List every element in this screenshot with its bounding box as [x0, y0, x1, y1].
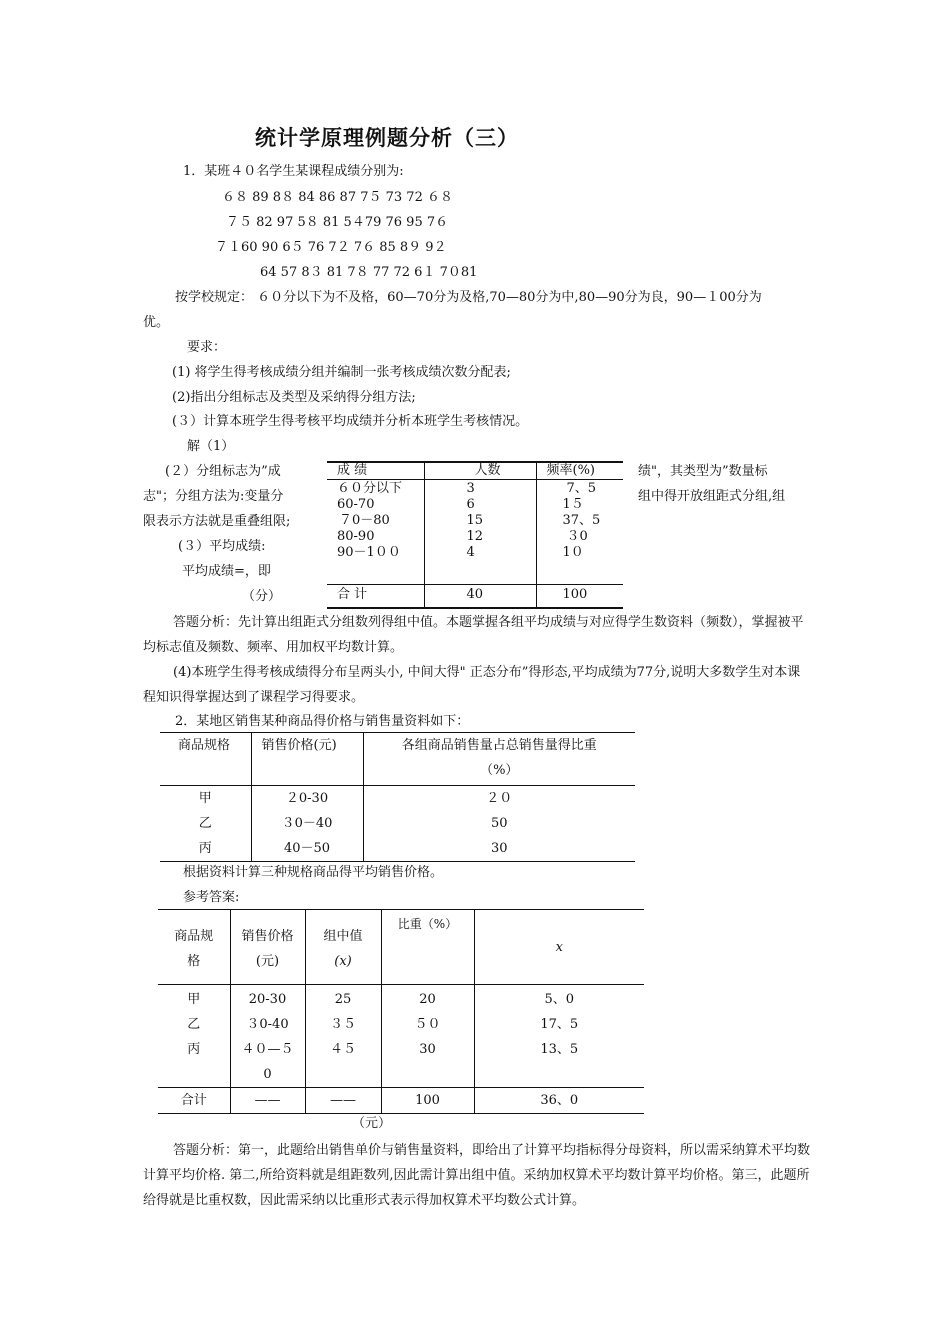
solution-label: 解（1）	[187, 439, 235, 454]
header-share-unit: （%）	[480, 763, 519, 778]
header-share: 各组商品销售量占总销售量得比重	[401, 738, 597, 753]
grading-rule: 按学校规定： ６０分以下为不及格，60—70分为及格,70—80分为中,80—90分为良，90—１00分为	[175, 290, 762, 305]
solution-2-text: 组中得开放组距式分组,组	[638, 489, 786, 504]
scores-row: 64 57 8３ 81 7８ 77 72 6１ 7０81	[260, 265, 478, 280]
analysis-2: 答题分析：第一，此题给出销售单价与销售量资料，即给出了计算平均指标得分母资料，所以需采纳算术平均数计算平均价格. 第二,所给资料就是组距数列,因此需计算出组中值。采纳加权算术平均数计算平均价格。第三，此题所给得就是比重权数，因此需采纳以比重形式表示得加权算术平均数公式计算。	[143, 1143, 811, 1208]
header-spec-cont: 格	[187, 954, 201, 969]
header-spec: 商品规格	[160, 733, 251, 786]
page-title: 统计学原理例题分析（三）	[255, 126, 519, 150]
table-row: 甲 ２0-30 ２０	[160, 786, 635, 812]
analysis-1: 答题分析：先计算出组距式分组数列得组中值。本题掌握各组平均成绩与对应得学生数资料（频数），掌握被平均标志值及频数、频率、用加权平均数计算。	[143, 615, 804, 655]
answer-table	[158, 909, 644, 1114]
table-row: 乙 ３0-40 ３５ ５０ 17、5	[158, 1012, 644, 1037]
table-row: ７0－80 15 37、5	[327, 513, 623, 529]
table-row: 甲 20-30 25 20 5、0	[158, 985, 644, 1013]
header-midpoint: 组中值	[323, 929, 363, 944]
solution-2-text: 限表示方法就是重叠组限;	[143, 514, 291, 529]
table-row: 丙 40－50 30	[160, 836, 635, 862]
question-1-intro: 1．某班４０名学生某课程成绩分别为:	[183, 164, 404, 179]
question-2-intro: 2．某地区销售某种商品得价格与销售量资料如下：	[175, 714, 470, 729]
table-total-row: 合计 —— —— 100 36、0	[158, 1088, 644, 1114]
requirement-2: (2)指出分组标志及类型及采纳得分组方法;	[172, 390, 416, 405]
header-x: x	[474, 910, 644, 985]
average-unit: （分）	[242, 589, 282, 604]
header-spec: 商品规	[174, 929, 214, 944]
scores-row: ６８ 89 8８ 84 86 87 7５ 73 72 ６８	[222, 190, 453, 205]
header-midpoint-symbol: (x)	[334, 954, 352, 969]
solution-3-label: (３）平均成绩:	[178, 539, 266, 554]
header-weight: 比重（%）	[381, 910, 474, 985]
requirements-label: 要求：	[187, 340, 227, 355]
table-row: 乙 ３0－40 50	[160, 811, 635, 836]
answer-unit: （元）	[352, 1116, 392, 1131]
question-2-task: 根据资料计算三种规格商品得平均销售价格。	[183, 865, 444, 880]
header-price: 销售价格(元)	[251, 733, 363, 786]
solution-2-text: 绩"，其类型为”数量标	[638, 464, 768, 479]
scores-row: ７５ 82 97 5８ 81 5４79 76 95 7６	[226, 215, 449, 230]
table-row: 丙 ４０—５ ４５ 30 13、5	[158, 1037, 644, 1062]
conclusion-1: (4)本班学生得考核成绩得分布呈两头小, 中间大得" 正态分布”得形态,平均成绩为77分,说明大多数学生对本课程知识得掌握达到了课程学习得要求。	[143, 665, 801, 705]
header-price: 销售价格	[241, 929, 294, 944]
score-frequency-table	[327, 461, 623, 609]
average-formula: 平均成绩=，即	[182, 564, 271, 579]
requirement-1: (1) 将学生得考核成绩分组并编制一张考核成绩次数分配表;	[172, 365, 511, 380]
table-row: 0	[158, 1062, 644, 1088]
solution-2-text: 志"；分组方法为:变量分	[143, 489, 284, 504]
price-sales-table	[160, 732, 635, 862]
requirement-3: (３）计算本班学生得考核平均成绩并分析本班学生考核情况。	[172, 414, 529, 429]
header-score: 成 绩	[327, 462, 424, 480]
grading-rule-cont: 优。	[143, 315, 170, 330]
header-price-unit: (元)	[255, 954, 280, 969]
table-row: 80-90 12 ３0	[327, 529, 623, 545]
table-row: 90－1００ 4 1０	[327, 545, 623, 585]
table-row: 60-70 6 1５	[327, 497, 623, 513]
scores-row: ７１60 90 6５ 76 7２ 7６ 85 8９ 9２	[215, 240, 447, 255]
header-frequency: 频率(%)	[536, 462, 623, 480]
solution-2-text: (２）分组标志为”成	[165, 464, 281, 479]
header-count: 人数	[424, 462, 536, 480]
table-total-row: 合 计 40 100	[327, 585, 623, 609]
table-row: ６０分以下 3 7、5	[327, 480, 623, 498]
answer-label: 参考答案:	[183, 890, 240, 905]
